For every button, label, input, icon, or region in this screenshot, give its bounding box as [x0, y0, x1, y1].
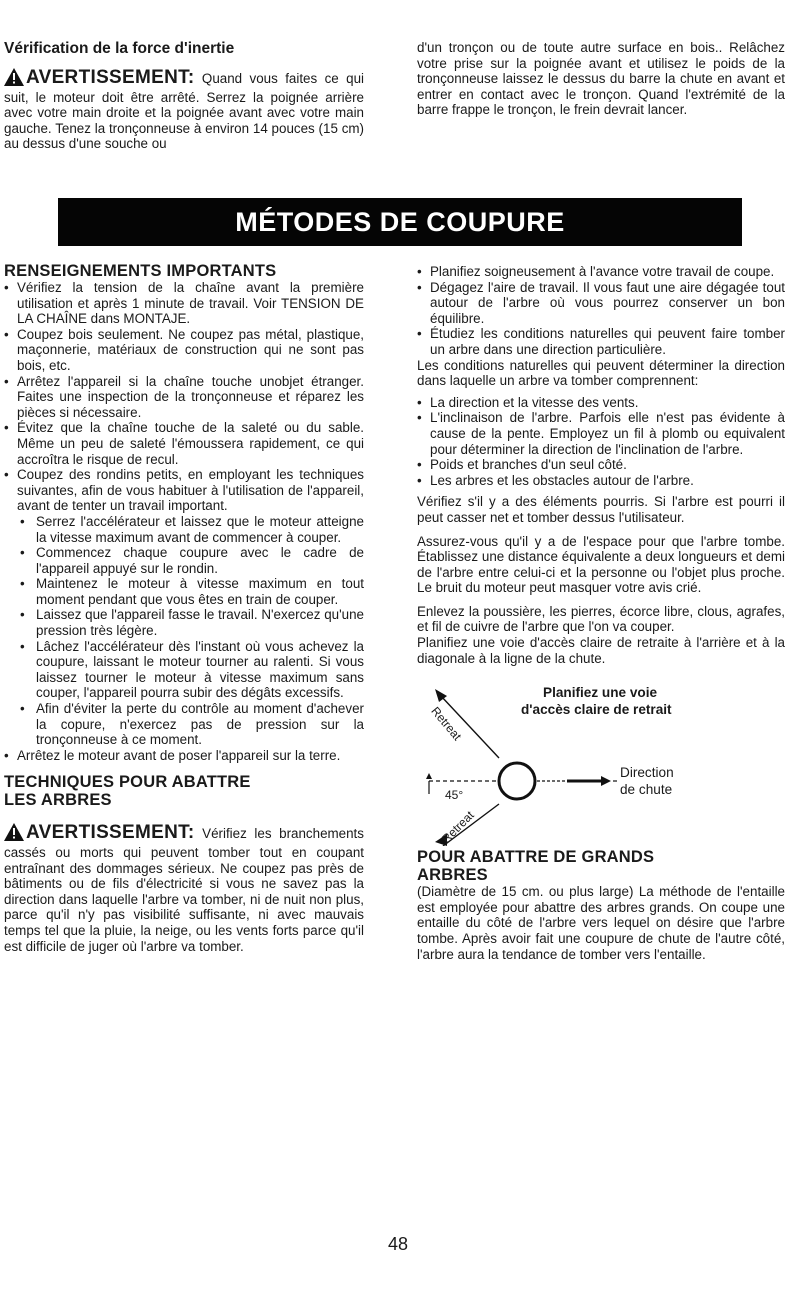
tree-circle	[499, 763, 535, 799]
important-list-end	[4, 748, 364, 764]
paragraph: Vérifiez s'il y a des éléments pourris. Si l'arbre est pourri il peut casser net et tomber dessus l'utilisateur.	[417, 494, 785, 525]
retreat-label-lower: Retreat	[439, 808, 477, 847]
list-item: • Serrez l'accélérateur et laissez que le moteur atteigne la vitesse maximum avant de commencer à couper.	[4, 514, 364, 545]
list-item: • Coupez bois seulement. Ne coupez pas métal, plastique, maçonnerie, matériaux de construction qui ne sont pas bois, etc.	[4, 327, 364, 374]
important-list	[4, 280, 364, 514]
felling-title-line2: LES ARBRES	[4, 791, 112, 810]
list-item: • Les arbres et les obstacles autour de l'arbre.	[417, 473, 785, 489]
warning-label: AVERTISSEMENT:	[26, 67, 195, 88]
list-item: • Laissez que l'appareil fasse le travail. N'exercez qu'une pression très légère.	[4, 607, 364, 638]
paragraph: Assurez-vous qu'il y a de l'espace pour que l'arbre tombe. Établissez une distance équivalente a deux longueurs et demi de l'arbre entre celui-ci et la personne ou l'objet plus proche. Le bruit du moteur peut masquer votre avis crié.	[417, 533, 785, 596]
fall-direction-label	[620, 764, 674, 798]
diagram-title	[521, 684, 672, 718]
retreat-label-upper: Retreat	[428, 704, 465, 744]
big-trees-text: (Diamètre de 15 cm. ou plus large) La méthode de l'entaille est employée pour abattre des arbres grands. On coupe une entaille du côté de l'arbre vers lequel on désire que l'arbre tombe. Après avoir fait une coupure de chute de l'autre côté, l'arbre aura la tendance de tomber vers l'entaille.	[417, 884, 785, 962]
conditions-list	[417, 395, 785, 489]
big-trees-title	[417, 848, 785, 884]
list-item: • Lâchez l'accélérateur dès l'instant où vous achevez la coupure, laissant le moteur tourner au ralenti. Si vous laissez tourner le moteur à vitesse maximum sans couper, l'appareil pourra subir des dégâts excessifs.	[4, 639, 364, 701]
list-item: • Dégagez l'aire de travail. Il vous faut une aire dégagée tout autour de l'arbre où vous pourrez conserver un bon équilibre.	[417, 280, 785, 327]
list-item: • Commencez chaque coupure avec le cadre de l'appareil appuyé sur le rondin.	[4, 545, 364, 576]
felling-warning-text: Vérifiez les branchements cassés ou morts qui peuvent tomber tout en coupant entraînant des dommages sérieux. Ne coupez pas près de bâtiments ou de fils d'électricité si vous ne savez pas la direction dans laquelle l'arbre va tomber, ni de nuit non plus, parce qu'il n'y pas visibilité suffisante, ni avec mauvais temps tel que la pluie, la neige, ou les vents forts parce qu'il est difficile de juger où l'arbre va tomber.	[4, 826, 364, 954]
felling-title-line1: TECHNIQUES POUR ABATTRE	[4, 773, 251, 792]
felling-warning	[4, 823, 364, 954]
list-item: • L'inclinaison de l'arbre. Parfois elle n'est pas évidente à cause de la pente. Employez un fil à plomb ou equivalent pour déterminer la direction de l'inclination de l'arbre.	[417, 410, 785, 457]
list-item: • La direction et la vitesse des vents.	[417, 395, 785, 411]
paragraph: Enlevez la poussière, les pierres, écorce libre, clous, agrafes, et fil de cuivre de l'arbre que l'on va couper.	[417, 603, 785, 635]
inertia-section	[4, 40, 364, 152]
direction-line2: de chute	[620, 782, 673, 798]
list-item: • Arrêtez l'appareil si la chaîne touche unobjet étranger. Faites une inspection de la tronçonneuse et réparez les pièces si nécessaire.	[4, 374, 364, 421]
list-item: • Maintenez le moteur à vitesse maximum en tout moment pendant que vous êtes en train de couper.	[4, 576, 364, 607]
warning-triangle-icon	[4, 68, 24, 90]
warning-triangle-icon	[4, 823, 24, 845]
big-trees-title-line2: ARBRES	[417, 866, 488, 885]
left-column	[4, 262, 364, 954]
big-trees-title-line1: POUR ABATTRE DE GRANDS	[417, 848, 655, 867]
list-item: • Poids et branches d'un seul côté.	[417, 457, 785, 473]
direction-line1: Direction	[620, 765, 674, 781]
list-item: • Évitez que la chaîne touche de la saleté ou du sable. Même un peu de saleté l'émoussera rapidement, ce qui accroîtra le risque de recul.	[4, 420, 364, 467]
diagram-title-line1: Planifiez une voie	[543, 685, 658, 701]
list-item: • Afin d'éviter la perte du contrôle au moment d'achever la copure, n'exercez pas de pression sur la tronçonneuse à ce moment.	[4, 701, 364, 748]
paragraph: Planifiez une voie d'accès claire de retraite à l'arrière et à la diagonale à la ligne de la chute.	[417, 635, 785, 666]
inertia-warning	[4, 68, 364, 152]
warning-label: AVERTISSEMENT:	[26, 822, 195, 844]
inertia-text: Quand vous faites ce qui suit, le moteur doit être arrêté. Serrez la poignée arrière avec votre main droite et la poignée avant avec votre main gauche. Tenez la tronçonneuse à environ 14 pouces (15 cm) au dessus d'une souche ou	[4, 71, 364, 152]
list-item: • Coupez des rondins petits, en employant les techniques suivantes, afin de vous habituer à l'utilisation de l'appareil, avant de tenter un travail important.	[4, 467, 364, 514]
important-title: RENSEIGNEMENTS IMPORTANTS	[4, 262, 277, 280]
diagram-title-line2: d'accès claire de retrait	[521, 702, 672, 718]
page-number: 48	[388, 1234, 409, 1254]
list-item: • Planifiez soigneusement à l'avance votre travail de coupe.	[417, 264, 785, 280]
inertia-text-continued: d'un tronçon ou de toute autre surface en bois.. Relâchez votre prise sur la poignée avant et utilisez le poids de la tronçonneuse laissez le dessus du barre la chute en avant et entrer en contact avec le tronçon. Quand l'extrémité de la barre frappe le tronçon, le frein devrait lancer.	[417, 40, 785, 118]
technique-sublist	[4, 514, 364, 748]
inertia-continued	[417, 40, 785, 118]
right-column	[417, 264, 785, 962]
felling-title	[4, 773, 364, 809]
planning-list	[417, 264, 785, 358]
angle-label: 45°	[445, 788, 464, 803]
retreat-diagram	[417, 676, 785, 846]
conditions-intro: Les conditions naturelles qui peuvent déterminer la direction dans laquelle un arbre va tomber comprennent:	[417, 357, 785, 389]
inertia-title: Vérification de la force d'inertie	[4, 40, 235, 57]
list-item: • Vérifiez la tension de la chaîne avant la première utilisation et après 1 minute de travail. Voir TENSION DE LA CHAÎNE dans MONTAJE.	[4, 280, 364, 327]
list-item: • Arrêtez le moteur avant de poser l'appareil sur la terre.	[4, 748, 364, 764]
list-item: • Étudiez les conditions naturelles qui peuvent faire tomber un arbre dans une direction particulière.	[417, 326, 785, 357]
section-banner: MÉTODES DE COUPURE	[58, 198, 742, 246]
